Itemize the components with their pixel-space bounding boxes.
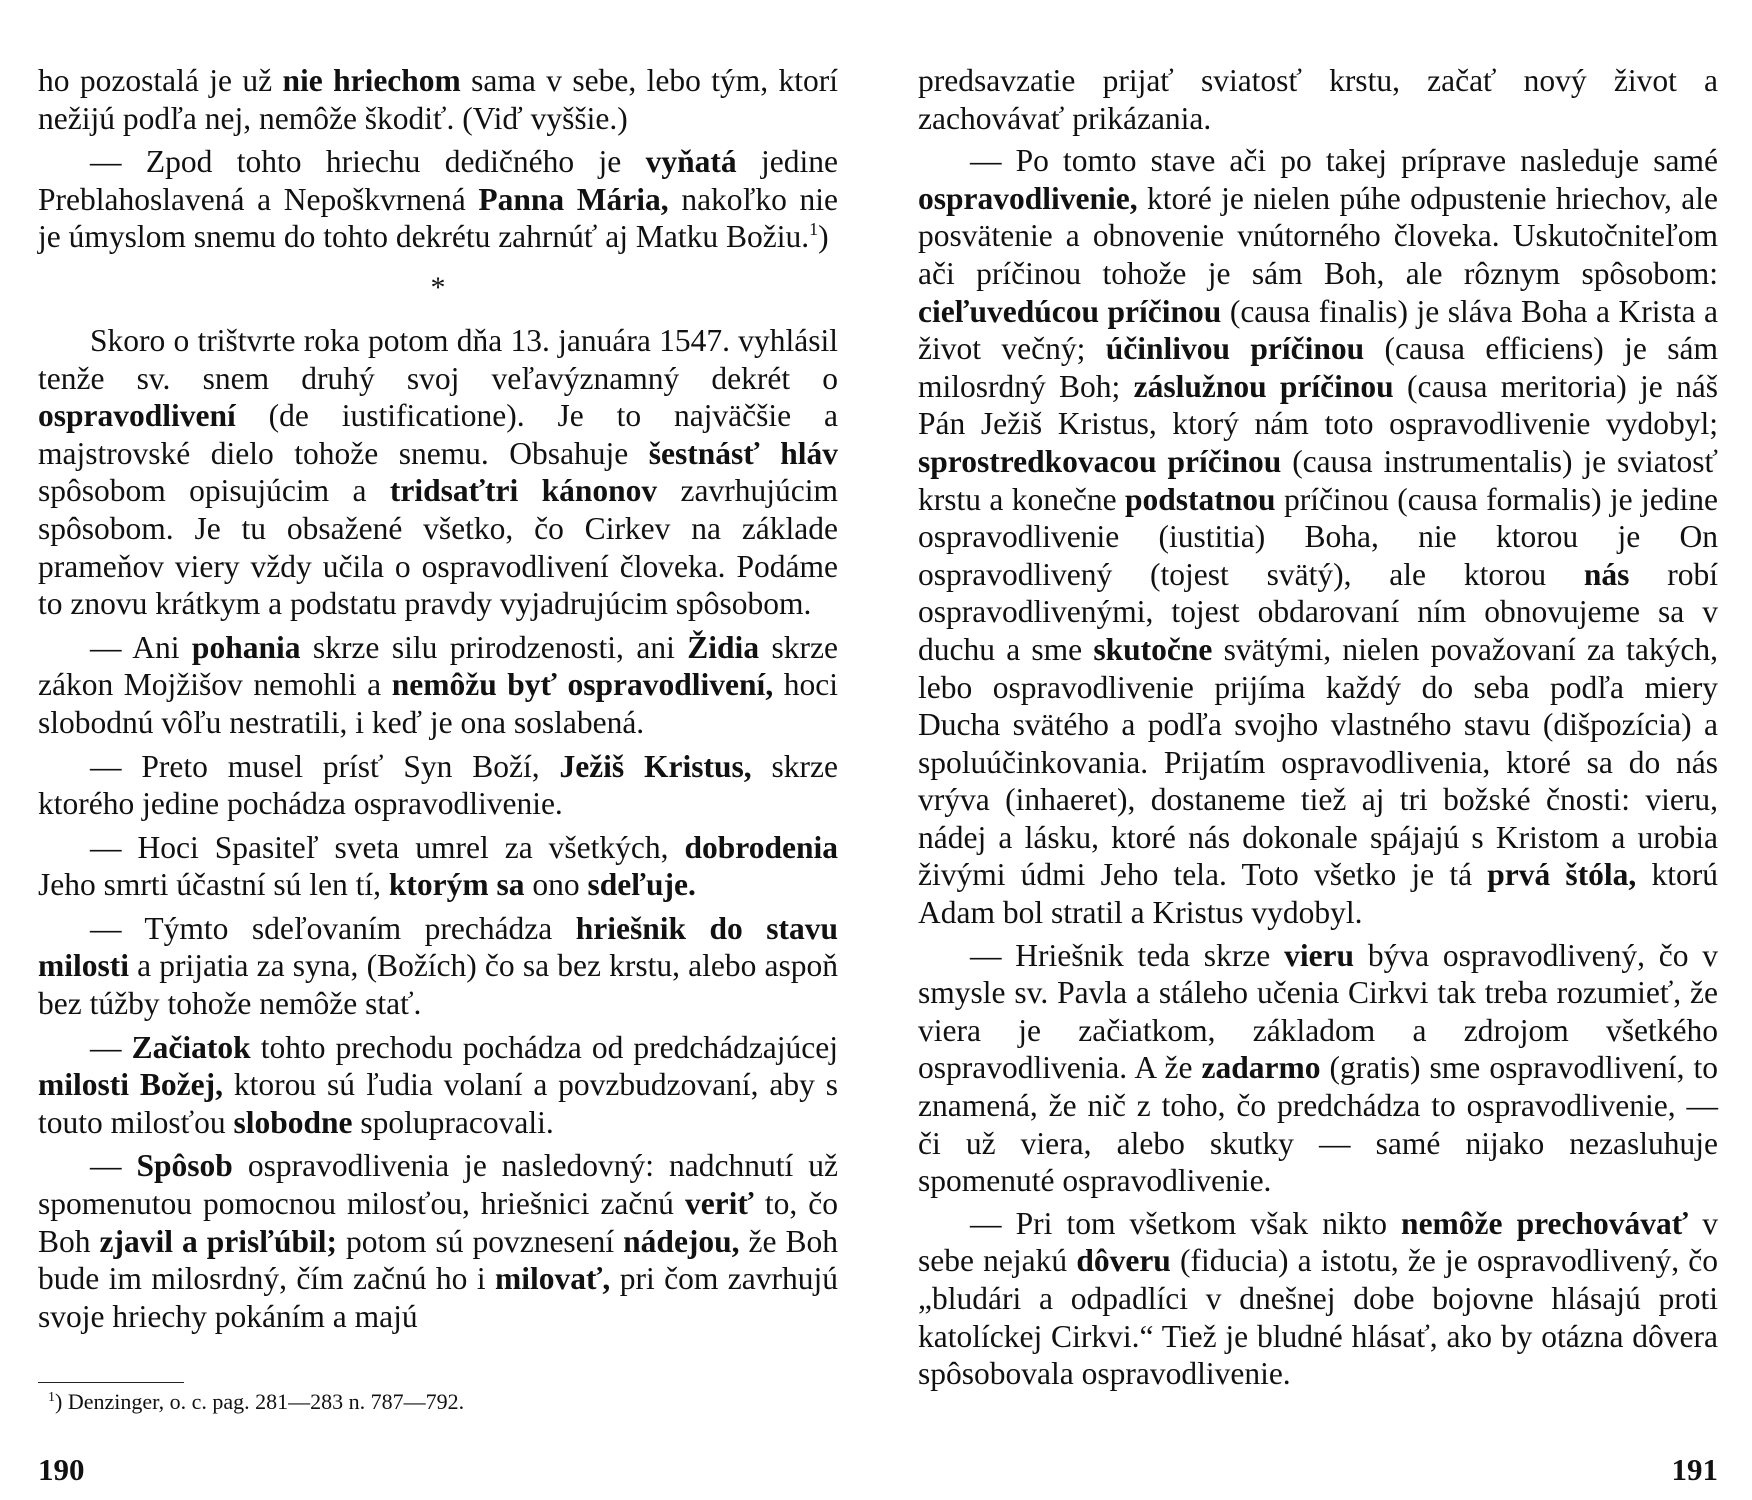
text-run: príčinou (causa formalis) je jedine ospravodlivenie (iustitia) Boha, nie ktorou je On ospravodlivený (tojest svätý), ale ktorou xyxy=(918,481,1718,592)
bold-term: nádejou, xyxy=(623,1223,740,1259)
text-run: — xyxy=(90,1029,132,1065)
right-page-text xyxy=(918,62,1718,1393)
bold-term: nás xyxy=(1583,556,1630,592)
text-run: ) xyxy=(818,219,829,255)
text-run: ospravodlivenia je nasledovný: nadchnutí už spomenutou pomocnou milosťou, hriešnici začnú xyxy=(38,1148,838,1222)
bold-term: prvá štóla, xyxy=(1487,857,1637,893)
text-run: — Týmto sdeľovaním prechádza xyxy=(90,910,576,946)
bold-term: milovať, xyxy=(495,1261,611,1297)
bold-term: Začiatok xyxy=(131,1029,251,1065)
right-page xyxy=(918,0,1718,1500)
text-run: ktorú Adam bol stratil a Kristus vydobyl. xyxy=(918,857,1718,931)
text-run: potom sú povznesení xyxy=(337,1223,624,1259)
text-run: spôsobom opisujúcim a xyxy=(38,473,390,509)
bold-term: ospravodlivení xyxy=(38,398,236,434)
paragraph xyxy=(38,629,838,742)
text-run: — Preto musel prísť Syn Boží, xyxy=(90,748,560,784)
paragraph xyxy=(918,1205,1718,1393)
paragraph xyxy=(918,937,1718,1200)
bold-term: Spôsob xyxy=(136,1148,233,1184)
text-run: (causa instrumentalis) je sviatosť krstu a konečne xyxy=(918,443,1718,517)
bold-term: sprostredkovacou príčinou xyxy=(918,443,1282,479)
bold-term: dôveru xyxy=(1076,1243,1171,1279)
bold-term: účinlivou príčinou xyxy=(1105,331,1365,367)
bold-term: Židia xyxy=(687,629,760,665)
text-run: to, čo Boh xyxy=(38,1186,839,1259)
footnote-divider xyxy=(38,1382,184,1383)
bold-term: nie hriechom xyxy=(282,63,461,98)
bold-term: Ježiš Kristus, xyxy=(559,748,752,784)
section-separator xyxy=(38,270,838,306)
text-run: svätými, nielen považovaní za takých, lebo ospravodlivenie prijíma každý do seba podľa miery Ducha svätého a podľa svojho vlastného stavu (dišpozícia) a spoluúčinkovania. Prijatím ospravodlivenia, ktoré sa do nás vrýva (inhaeret), dostaneme tiež aj tri božské čnosti: vieru, nádej a lásku, ktoré nás dokonale spájajú s Kristom a urobia živými údmi Jeho tela. Toto všetko je tá xyxy=(918,631,1718,893)
bold-term: vyňatá xyxy=(645,144,737,180)
bold-term: slobodne xyxy=(233,1104,353,1140)
bold-term: záslužnou príčinou xyxy=(1133,368,1394,404)
text-run: Jeho smrti účastní sú len tí, xyxy=(38,867,389,903)
bold-term: hriešnik do stavu milosti xyxy=(38,910,838,984)
text-run: (causa efficiens) je sám milosrdný Boh; xyxy=(918,331,1718,404)
text-run: a prijatia za syna, (Božích) čo sa bez krstu, alebo aspoň bez túžby tohože nemôže stať. xyxy=(38,948,838,1022)
text-run: robí ospravodlivenými, tojest obdarovaní ním obnovujeme sa v duchu a sme xyxy=(918,556,1718,667)
text-run: * xyxy=(430,270,446,304)
text-run: (gratis) sme ospravodlivení, to znamená, že nič z toho, čo predchádza to ospravodlivenie, — či už viera, alebo skutky — samé nijako nezasluhuje spomenuté ospravodlivenie. xyxy=(918,1050,1718,1199)
paragraph xyxy=(38,143,838,256)
text-run: (de iustificatione). Je to najväčšie a majstrovské dielo tohože snemu. Obsahuje xyxy=(38,398,838,471)
text-run: ktorou sú ľudia volaní a povzbudzovaní, aby s touto milosťou xyxy=(38,1067,838,1140)
text-run: ho pozostalá je už xyxy=(38,63,283,98)
text-run: býva ospravodlivený, čo v smysle sv. Pavla a stáleho učenia Cirkvi tak treba rozumieť, že viera je začiatkom, základom a zdrojom všetkého ospravodlivenia. A že xyxy=(918,937,1718,1086)
bold-term: dobrodenia xyxy=(684,829,838,865)
text-run: — Po tomto stave ači po takej príprave nasleduje samé xyxy=(970,143,1718,179)
paragraph xyxy=(38,748,838,823)
text-run: skrze silu prirodzenosti, ani xyxy=(300,629,688,665)
paragraph xyxy=(38,829,838,904)
text-run: spolupracovali. xyxy=(352,1104,554,1140)
text-run: — Ani xyxy=(90,629,192,665)
text-run: sama v sebe, lebo tým, ktorí nežijú podľa nej, nemôže škodiť. (Viď vyššie.) xyxy=(38,63,838,136)
bold-term: podstatnou xyxy=(1125,481,1276,517)
bold-term: ospravodlivenie, xyxy=(918,180,1138,216)
footnote-marker: 1 xyxy=(48,1390,55,1405)
text-run: skrze ktorého jedine pochádza ospravodlivenie. xyxy=(38,748,838,822)
left-page xyxy=(38,0,838,1500)
bold-term: skutočne xyxy=(1093,631,1213,667)
paragraph xyxy=(38,910,838,1023)
text-run: v sebe nejakú xyxy=(918,1205,1719,1279)
text-run: tohto prechodu pochádza od predchádzajúcej xyxy=(250,1029,839,1065)
text-run: hoci slobodnú vôľu nestratili, i keď je ona soslabená. xyxy=(38,667,839,740)
paragraph xyxy=(38,62,838,137)
text-run: nakoľko nie je úmyslom snemu do tohto dekrétu zahrnúť aj Matku Božiu. xyxy=(38,181,839,255)
footnote xyxy=(48,1388,464,1416)
paragraph xyxy=(918,62,1718,137)
bold-term: vieru xyxy=(1284,937,1355,973)
text-run: zavrhujúcim spôsobom. Je tu obsažené všetko, čo Cirkev na základe prameňov viery vždy učila o ospravodlivení človeka. Podáme to znovu krátkym a podstatu pravdy vyjadrujúcim spôsobom. xyxy=(38,473,838,622)
bold-term: pohania xyxy=(191,629,301,665)
paragraph xyxy=(918,142,1718,931)
left-page-text xyxy=(38,62,838,1335)
text-run: — xyxy=(90,1148,137,1184)
text-run: Skoro o trištvrte roka potom dňa 13. januára 1547. vyhlásil tenže sv. snem druhý svoj veľavýznamný dekrét o xyxy=(38,322,838,396)
page-number-right: 191 xyxy=(1671,1452,1718,1487)
bold-term: nemôže prechovávať xyxy=(1401,1205,1689,1241)
text-run: jedine Preblahoslavená a Nepoškvrnená xyxy=(38,144,838,217)
bold-term: ktorým sa xyxy=(388,867,525,903)
bold-term: zadarmo xyxy=(1201,1050,1321,1086)
text-run: predsavzatie prijať sviatosť krstu, začať nový život a zachovávať prikázania. xyxy=(918,63,1718,136)
text-run: — Pri tom všetkom však nikto xyxy=(970,1205,1402,1241)
text-run: ono xyxy=(524,867,588,903)
text-run: pri čom zavrhujú svoje hriechy pokáním a majú xyxy=(38,1261,838,1334)
text-run: (fiducia) a istotu, že je ospravodlivený, čo „bludári a odpadlíci v dnešnej dobe bojovne hlásajú proti katolíckej Cirkvi.“ Tiež je bludné hlásať, ako by otázna dôvera spôsobovala ospravodlivenie. xyxy=(918,1243,1718,1392)
text-run: skrze zákon Mojžišov nemohli a xyxy=(38,629,838,703)
footnote-ref: 1 xyxy=(809,219,819,240)
footnote-text: ) Denzinger, o. c. pag. 281—283 n. 787—792. xyxy=(55,1389,465,1414)
paragraph xyxy=(38,322,838,623)
bold-term: milosti Božej, xyxy=(38,1067,223,1103)
paragraph xyxy=(38,1147,838,1335)
text-run: — Hoci Spasiteľ sveta umrel za všetkých, xyxy=(90,829,685,865)
text-run: (causa meritoria) je náš Pán Ježiš Kristus, ktorý nám toto ospravodlivenie vydobyl; xyxy=(918,368,1719,442)
bold-term: veriť xyxy=(684,1186,754,1222)
bold-term: cieľuvedúcou príčinou xyxy=(918,293,1222,329)
bold-term: tridsaťtri kánonov xyxy=(389,473,658,509)
text-run: že Boh bude im milosrdný, čím začnú ho i xyxy=(38,1223,839,1297)
paragraph xyxy=(38,1029,838,1142)
bold-term: nemôžu byť ospravodlivení, xyxy=(391,667,774,703)
bold-term: zjavil a prisľúbil; xyxy=(99,1223,337,1259)
page-number-left: 190 xyxy=(38,1452,85,1487)
bold-term: šestnásť hláv xyxy=(648,435,838,471)
bold-term: sdeľuje. xyxy=(587,867,696,903)
text-run: — Zpod tohto hriechu dedičného je xyxy=(90,144,646,180)
text-run: — Hriešnik teda skrze xyxy=(970,937,1285,973)
text-run: ktoré je nielen púhe odpustenie hriechov, ale posvätenie a obnovenie vnútorného človeka. Uskutočniteľom ači príčinou tohože je sám Boh, ale rôznym spôsobom: xyxy=(918,180,1718,291)
bold-term: Panna Mária, xyxy=(478,181,669,217)
text-run: (causa finalis) je sláva Boha a Krista a život večný; xyxy=(918,293,1718,367)
